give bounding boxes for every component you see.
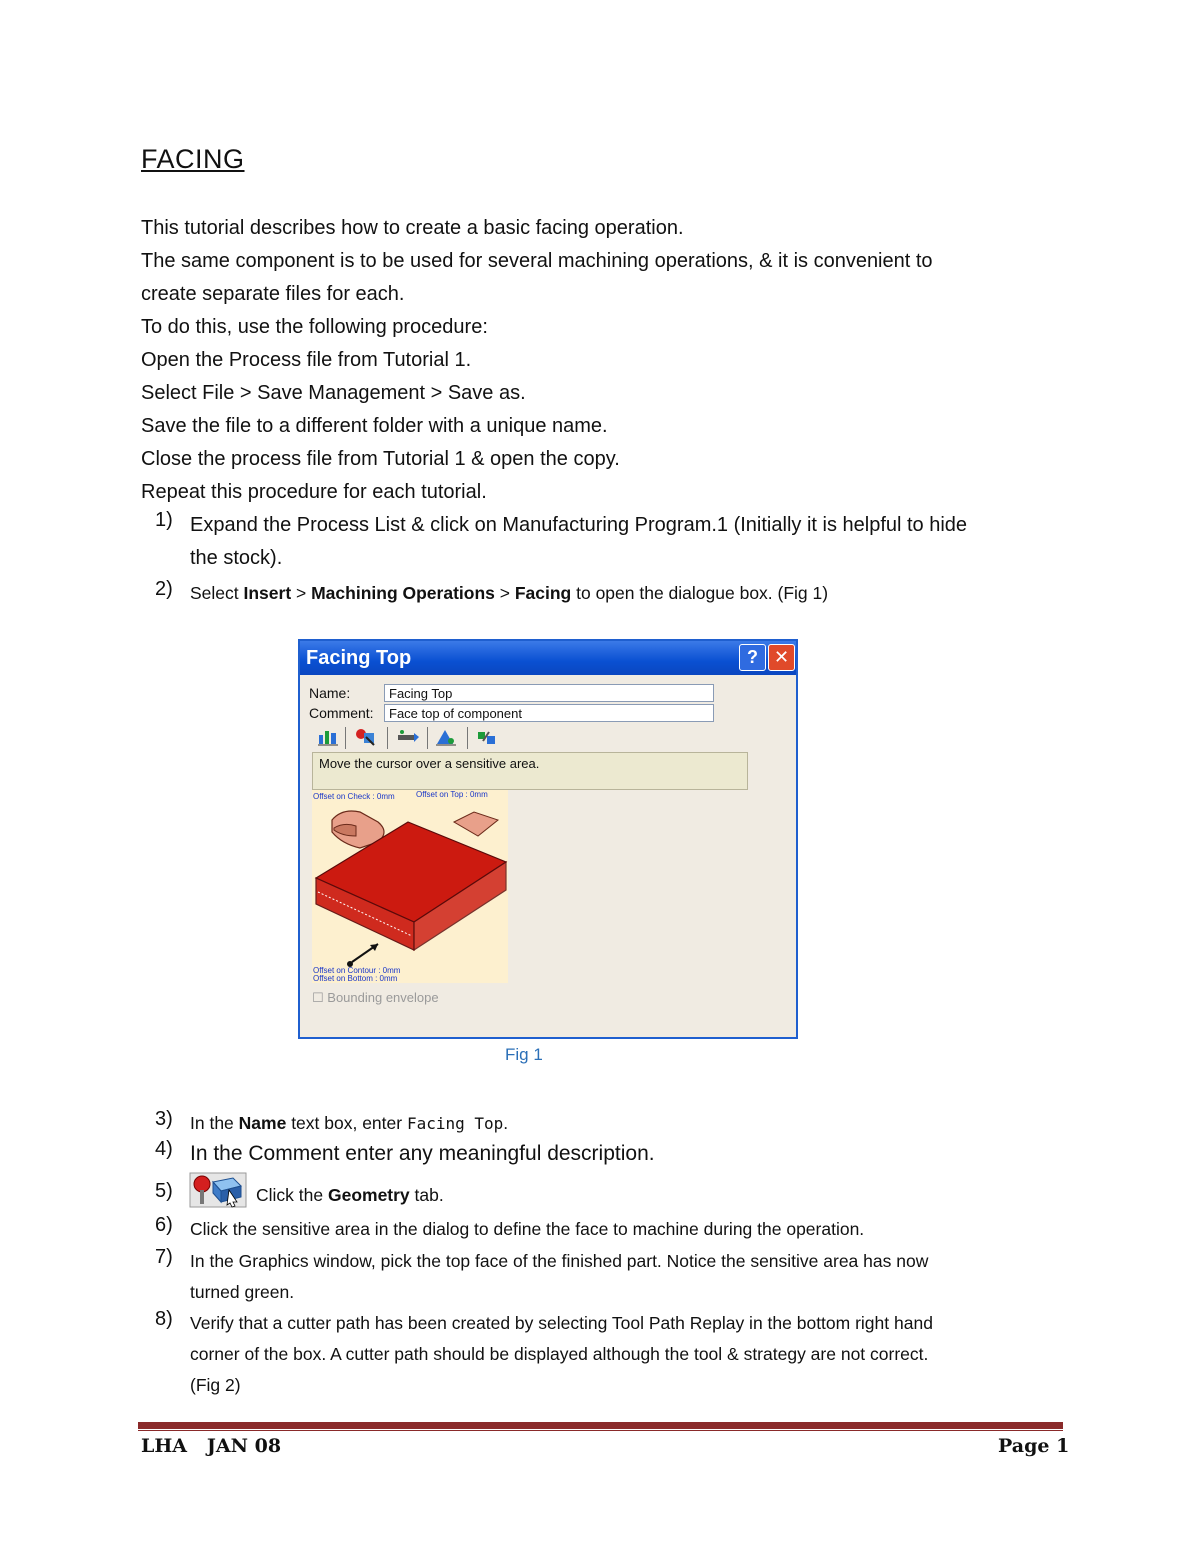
step-text: In the Comment enter any meaningful description. [190,1142,655,1165]
footer-divider-thin [138,1430,1063,1431]
step-number: 8) [155,1308,173,1330]
step-number: 2) [155,578,173,600]
comment-label: Comment: [309,705,374,721]
step-text: Select [190,583,244,603]
close-button[interactable]: ✕ [768,644,795,671]
intro-line: Select File > Save Management > Save as. [141,382,526,404]
step-number: 6) [155,1214,173,1236]
footer-divider [138,1422,1063,1429]
intro-line: To do this, use the following procedure: [141,316,488,338]
keyword-machining-operations: Machining Operations [311,583,495,603]
step-text: the stock). [190,547,283,569]
step-text: tab. [409,1185,444,1205]
help-button[interactable]: ? [739,644,766,671]
step-text: Expand the Process List & click on Manufacturing Program.1 (Initially it is helpful to hide [190,514,968,536]
step-text: corner of the box. A cutter path should be displayed although the tool & strategy are not correct. [190,1344,929,1364]
step-text: Verify that a cutter path has been created by selecting Tool Path Replay in the bottom right hand [190,1313,933,1333]
checkbox-icon[interactable]: ☐ [312,990,324,1005]
step-number: 5) [155,1180,173,1202]
name-label: Name: [309,685,351,701]
geometry-tab-icon [189,1172,247,1208]
facing-dialog-screenshot [298,639,798,1039]
feeds-tab-icon[interactable] [434,727,458,747]
macros-tab-icon[interactable] [475,727,499,747]
step-text: to open the dialogue box. (Fig 1) [571,583,829,603]
figure-caption: Fig 1 [505,1045,543,1064]
status-message: Move the cursor over a sensitive area. [312,752,748,790]
keyword-name: Name [238,1113,287,1133]
part-illustration [312,800,508,970]
intro-line: Open the Process file from Tutorial 1. [141,349,472,371]
bounding-envelope-label: Bounding envelope [327,990,439,1005]
tab-separator [387,727,388,749]
step-number: 1) [155,509,173,531]
step-text: Click the [256,1185,328,1205]
intro-line: The same component is to be used for several machining operations, & it is convenient to [141,250,933,272]
bounding-envelope-checkbox[interactable] [312,990,439,1006]
tab-separator [427,727,428,749]
geometry-tab-icon[interactable] [354,727,378,747]
code-facing-top: Facing Top [406,1114,504,1133]
dialog-title: Facing Top [306,647,412,669]
intro-line: Repeat this procedure for each tutorial. [141,481,487,503]
page-number: Page 1 [998,1435,1070,1457]
keyword-facing: Facing [514,583,572,603]
intro-line: Close the process file from Tutorial 1 & open the copy. [141,448,620,470]
intro-line: Save the file to a different folder with a unique name. [141,415,608,437]
tool-tab-icon[interactable] [396,727,420,747]
intro-line: create separate files for each. [141,283,405,305]
offset-top-label[interactable]: Offset on Top : 0mm [416,790,488,799]
intro-line: This tutorial describes how to create a basic facing operation. [141,217,684,239]
step-text: Click the sensitive area in the dialog to define the face to machine during the operation. [190,1219,865,1239]
offset-bottom-label[interactable]: Offset on Bottom : 0mm [313,974,398,983]
tab-separator [345,727,346,749]
page-title: FACING [141,144,245,174]
keyword-insert: Insert [243,583,292,603]
step-text: > [291,583,312,603]
step-number: 7) [155,1246,173,1268]
step-number: 4) [155,1138,173,1160]
sensitive-area-canvas[interactable] [312,790,508,983]
step-text: > [494,583,515,603]
offset-contour-label[interactable]: Offset on Contour : 0mm [313,966,401,975]
strategy-tab-icon[interactable] [316,727,340,747]
tab-separator [467,727,468,749]
comment-field[interactable]: Face top of component [384,704,714,722]
step-text: text box, enter [286,1113,407,1133]
footer-left: LHA JAN 08 [141,1435,282,1457]
step-text: In the Graphics window, pick the top face of the finished part. Notice the sensitive area has now [190,1251,929,1271]
offset-check-label[interactable]: Offset on Check : 0mm [313,792,395,801]
intro-paragraph [141,212,1041,509]
keyword-geometry: Geometry [327,1185,410,1205]
step-number: 3) [155,1108,173,1130]
step-text: . [503,1113,509,1133]
step-text: (Fig 2) [190,1375,241,1395]
dialog-titlebar [300,641,796,675]
step-text: In the [190,1113,239,1133]
name-field[interactable]: Facing Top [384,684,714,702]
step-text: turned green. [190,1282,295,1302]
